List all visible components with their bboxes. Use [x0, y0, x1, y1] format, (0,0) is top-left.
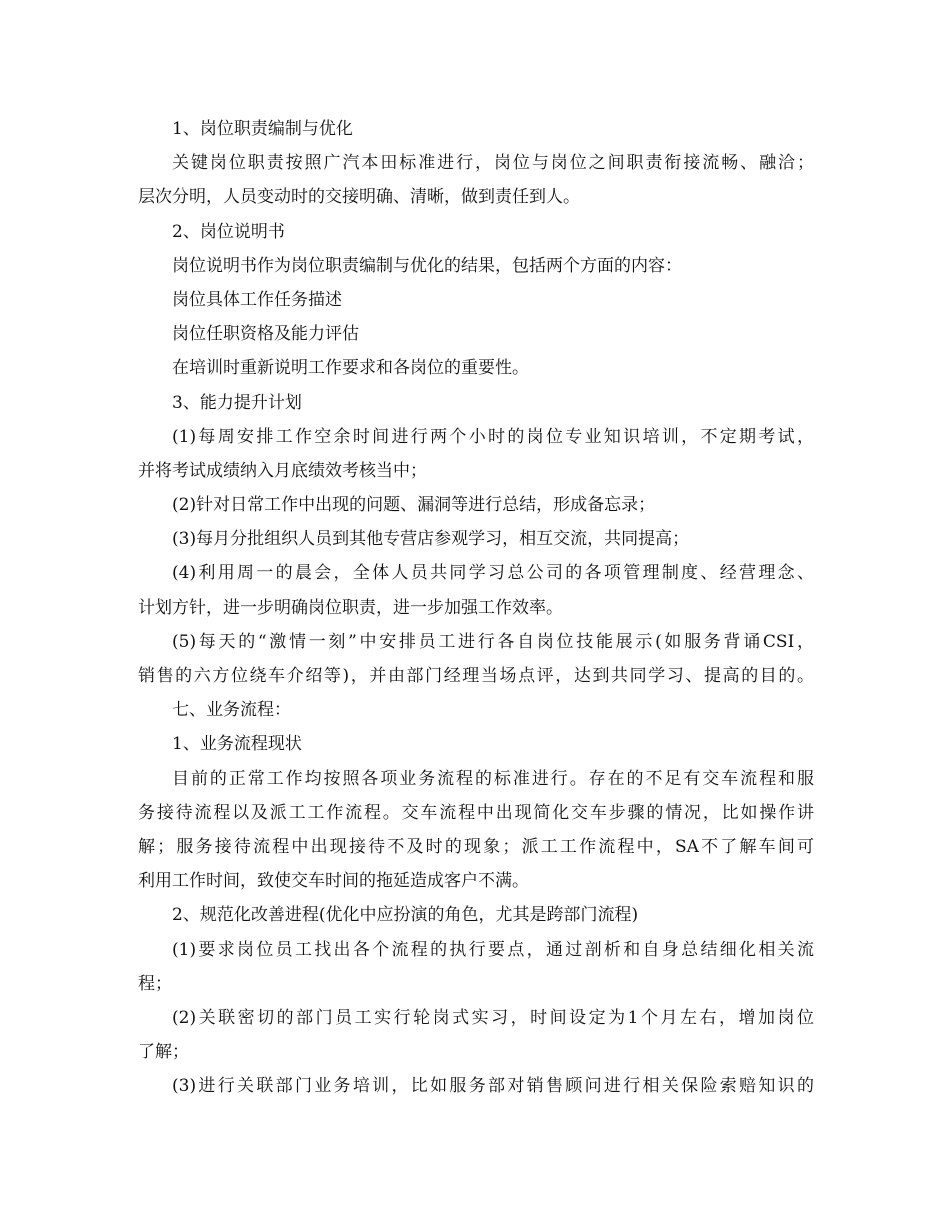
section-heading: 2、规范化改善进程(优化中应扮演的角色，尤其是跨部门流程) — [172, 905, 639, 926]
section-heading: 3、能力提升计划 — [172, 392, 302, 413]
list-item-line: (3)每月分批组织人员到其他专营店参观学习，相互交流，共同提高； — [172, 529, 690, 550]
paragraph-line: 岗位具体工作任务描述 — [172, 289, 342, 310]
document-body — [138, 112, 814, 1103]
section-heading: 2、岗位说明书 — [172, 221, 285, 242]
list-item-line: 程； — [138, 973, 172, 994]
paragraph-line: 务接待流程以及派工工作流程。交车流程中出现简化交车步骤的情况，比如操作讲 — [138, 802, 814, 823]
paragraph-line: 目前的正常工作均按照各项业务流程的标准进行。存在的不足有交车流程和服 — [172, 768, 814, 789]
list-item-line: (2)针对日常工作中出现的问题、漏洞等进行总结，形成备忘录； — [172, 495, 656, 516]
list-item-line: (1)要求岗位员工找出各个流程的执行要点，通过剖析和自身总结细化相关流 — [172, 939, 814, 960]
list-item-line: 并将考试成绩纳入月底绩效考核当中； — [138, 460, 427, 481]
paragraph-line: 岗位任职资格及能力评估 — [172, 324, 359, 345]
section-heading: 1、业务流程现状 — [172, 734, 302, 755]
section-heading: 1、岗位职责编制与优化 — [172, 119, 353, 139]
list-item-line: 计划方针，进一步明确岗位职责，进一步加强工作效率。 — [138, 597, 563, 618]
paragraph-line: 解；服务接待流程中出现接待不及时的现象；派工工作流程中，SA不了解车间可 — [138, 836, 814, 857]
list-item-line: (2)关联密切的部门员工实行轮岗式实习，时间设定为1个月左右，增加岗位 — [172, 1007, 814, 1028]
paragraph-line: 层次分明，人员变动时的交接明确、清晰，做到责任到人。 — [138, 187, 580, 208]
list-item-line: (3)进行关联部门业务培训，比如服务部对销售顾问进行相关保险索赔知识的 — [172, 1076, 814, 1097]
paragraph-line: 岗位说明书作为岗位职责编制与优化的结果，包括两个方面的内容： — [172, 255, 682, 276]
list-item-line: (1)每周安排工作空余时间进行两个小时的岗位专业知识培训，不定期考试， — [172, 426, 814, 447]
list-item-line: 销售的六方位绕车介绍等)，并由部门经理当场点评，达到共同学习、提高的目的。 — [138, 666, 814, 686]
list-item-line: (4)利用周一的晨会，全体人员共同学习总公司的各项管理制度、经营理念、 — [172, 563, 814, 584]
paragraph-line: 利用工作时间，致使交车时间的拖延造成客户不满。 — [138, 871, 529, 892]
section-heading: 七、业务流程： — [172, 700, 291, 721]
paragraph-line: 在培训时重新说明工作要求和各岗位的重要性。 — [172, 358, 529, 379]
paragraph-line: 关键岗位职责按照广汽本田标准进行，岗位与岗位之间职责衔接流畅、融洽； — [172, 153, 814, 174]
list-item-line: (5)每天的“激情一刻”中安排员工进行各自岗位技能展示(如服务背诵CSI， — [172, 631, 814, 652]
list-item-line: 了解； — [138, 1042, 189, 1063]
